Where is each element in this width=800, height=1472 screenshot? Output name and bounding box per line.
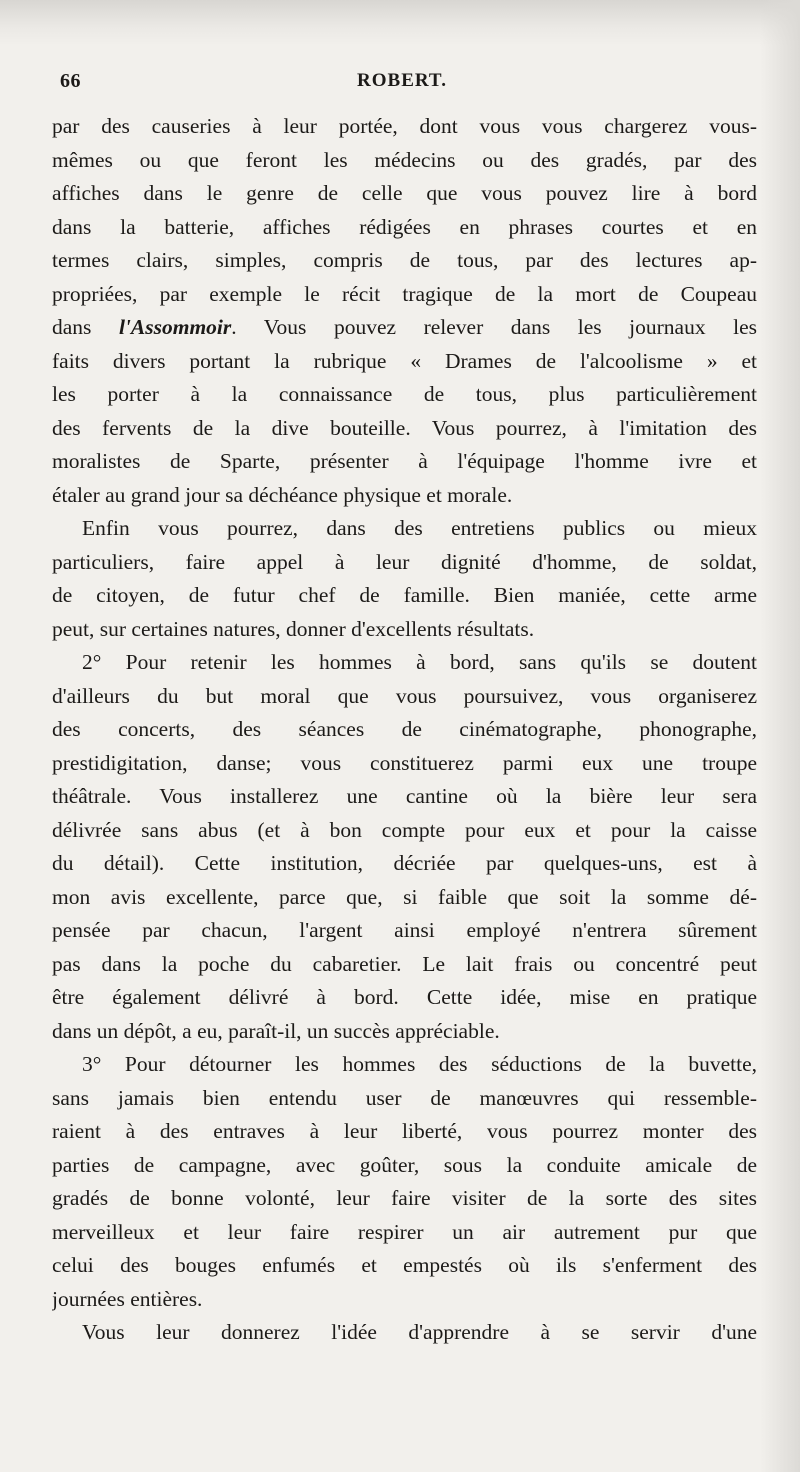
text-line: sans jamais bien entendu user de manœuvres qui ressemble- [52,1085,757,1110]
text-line: merveilleux et leur faire respirer un air autrement pur que [52,1219,757,1244]
text-line: de citoyen, de futur chef de famille. Bien maniée, cette arme [52,583,757,607]
text-line: celui des bouges enfumés et empestés où ils s'enferment des [52,1253,757,1277]
text-line: pensée par chacun, l'argent ainsi employé n'entrera sûrement [52,918,757,942]
text-line: 3° Pour détourner les hommes des séductions de la buvette, [82,1052,757,1076]
text-line: délivrée sans abus (et à bon compte pour eux et pour la caisse [52,817,757,842]
text-line: particuliers, faire appel à leur dignité d'homme, de soldat, [52,549,757,574]
text-line: raient à des entraves à leur liberté, vous pourrez monter des [52,1119,757,1143]
page-number: 66 [60,70,81,92]
text-line: dans l'Assommoir. Vous pouvez relever dans les journaux les [52,315,757,339]
italic-title: l'Assommoir [118,315,232,339]
text-line: du détail). Cette institution, décriée par quelques-uns, est à [52,851,757,875]
page-top-edge [0,0,800,46]
text-line: moralistes de Sparte, présenter à l'équipage l'homme ivre et [52,449,757,473]
text-line: prestidigitation, danse; vous constituerez parmi eux une troupe [52,750,757,775]
text-line: Enfin vous pourrez, dans des entretiens publics ou mieux [82,516,757,540]
text-line: théâtrale. Vous installerez une cantine où la bière leur sera [52,784,757,808]
body-text [52,110,757,1350]
text-line: d'ailleurs du but moral que vous poursuivez, vous organiserez [52,683,757,708]
text-line: gradés de bonne volonté, leur faire visiter de la sorte des sites [52,1186,757,1210]
text-line: mon avis excellente, parce que, si faible que soit la somme dé- [52,884,757,909]
text-line: les porter à la connaissance de tous, plus particulièrement [52,382,757,406]
text-line: faits divers portant la rubrique « Drames de l'alcoolisme » et [52,348,757,373]
text-line: des fervents de la dive bouteille. Vous pourrez, à l'imitation des [52,415,757,440]
text-line: des concerts, des séances de cinématographe, phonographe, [52,717,757,741]
text-line: dans la batterie, affiches rédigées en phrases courtes et en [52,214,757,239]
text-line: par des causeries à leur portée, dont vous vous chargerez vous- [52,114,757,138]
text-line: parties de campagne, avec goûter, sous la conduite amicale de [52,1152,757,1177]
running-head [52,70,752,94]
text-line: journées entières. [52,1286,203,1311]
text-line: termes clairs, simples, compris de tous, par des lectures ap- [52,248,757,272]
text-line: Vous leur donnerez l'idée d'apprendre à se servir d'une [82,1320,757,1344]
text-line: propriées, par exemple le récit tragique de la mort de Coupeau [52,281,757,306]
page-right-edge [760,0,800,1472]
text-line: mêmes ou que feront les médecins ou des gradés, par des [52,147,757,172]
text-line: être également délivré à bord. Cette idée, mise en pratique [52,985,757,1009]
running-title: ROBERT. [357,70,447,91]
text-line: 2° Pour retenir les hommes à bord, sans qu'ils se doutent [82,650,757,674]
text-line: dans un dépôt, a eu, paraît-il, un succès appréciable. [52,1018,500,1043]
text-line: affiches dans le genre de celle que vous pouvez lire à bord [52,181,757,205]
text-line: peut, sur certaines natures, donner d'excellents résultats. [52,616,535,641]
text-line: étaler au grand jour sa déchéance physique et morale. [52,482,513,507]
text-line: pas dans la poche du cabaretier. Le lait frais ou concentré peut [52,951,757,976]
